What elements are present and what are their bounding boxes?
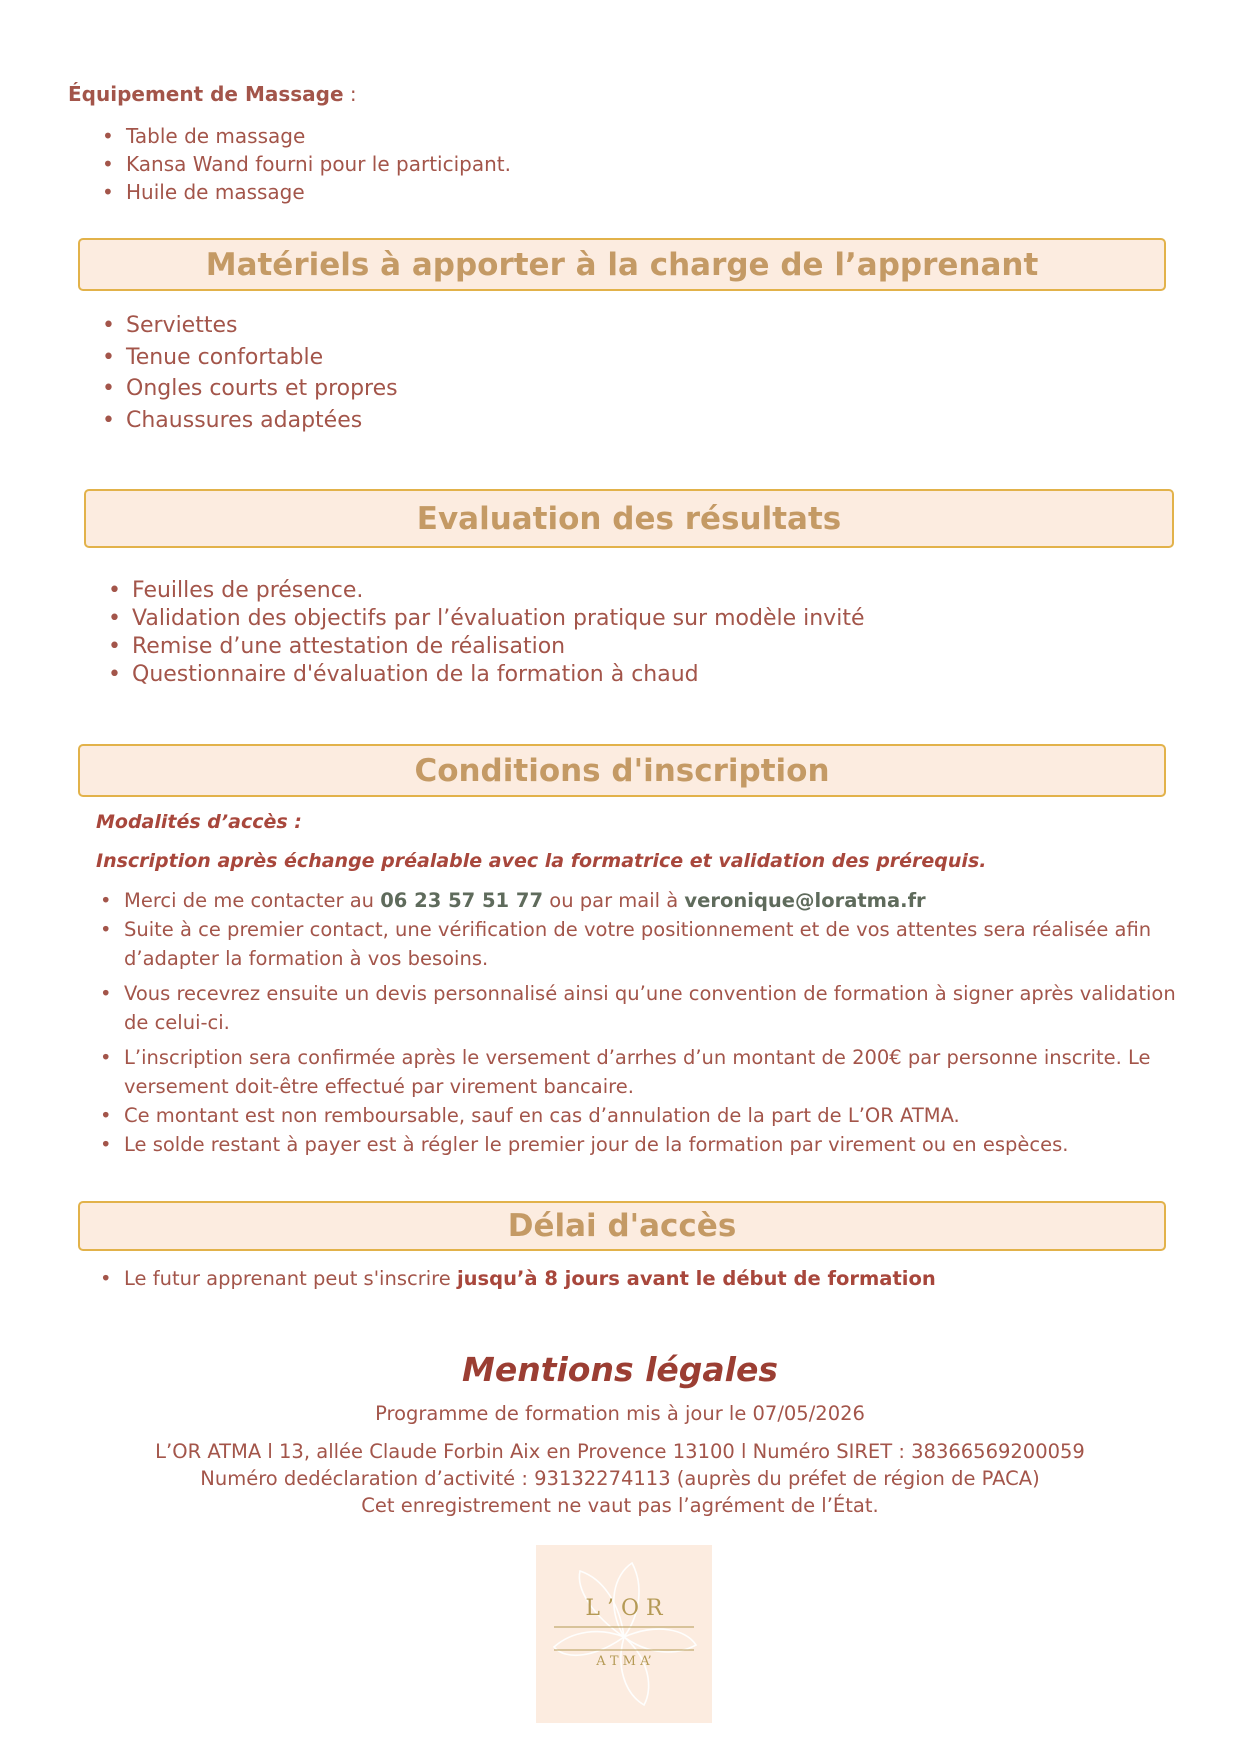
list-item: • Le solde restant à payer est à régler le premier jour de la formation par virement ou en espèces.	[96, 1130, 1186, 1159]
logo-text-top: L ’ O R	[585, 1596, 663, 1621]
list-item: • Huile de massage	[98, 178, 511, 206]
delai-heading: Délai d'accès	[78, 1201, 1166, 1251]
evaluation-heading: Evaluation des résultats	[84, 489, 1174, 548]
legal-line-1: L’OR ATMA l 13, allée Claude Forbin Aix en Provence 13100 l Numéro SIRET : 38366569200059	[155, 1440, 1085, 1463]
legal-line-2: Numéro dedéclaration d’activité : 93132274113 (auprès du préfet de région de PACA)	[200, 1467, 1040, 1490]
logo-text-bottom: A T M A’	[596, 1654, 652, 1669]
list-item: • Tenue confortable	[98, 342, 398, 374]
conditions-list	[96, 886, 1186, 1165]
list-item: • Serviettes	[98, 310, 398, 342]
modalites-text: Inscription après échange préalable avec la formatrice et validation des prérequis.	[96, 850, 987, 872]
list-item: • Feuilles de présence.	[104, 577, 864, 605]
list-item: • Table de massage	[98, 122, 511, 150]
list-item: • Remise d’une attestation de réalisation	[104, 633, 864, 661]
mentions-title: Mentions légales	[461, 1350, 778, 1389]
modalites-label: Modalités d’accès :	[96, 811, 302, 833]
list-item: • Kansa Wand fourni pour le participant.	[98, 150, 511, 178]
materials-list	[98, 310, 398, 436]
legal-line-3: Cet enregistrement ne vaut pas l’agrément de l’État.	[361, 1494, 879, 1517]
list-item: • Ongles courts et propres	[98, 373, 398, 405]
list-item: • L’inscription sera confirmée après le versement d’arrhes d’un montant de 200€ par personne inscrite. Le versement doit-être effectué par virement bancaire.	[96, 1043, 1186, 1101]
delai-list	[96, 1265, 936, 1293]
email-link[interactable]: veronique@loratma.fr	[684, 889, 926, 912]
list-item: • Validation des objectifs par l’évaluation pratique sur modèle invité	[104, 605, 864, 633]
list-item: • Le futur apprenant peut s'inscrire jusqu’à 8 jours avant le début de formation	[96, 1265, 936, 1293]
equipment-list	[98, 122, 511, 206]
evaluation-list	[104, 577, 864, 689]
phone-number[interactable]: 06 23 57 51 77	[380, 889, 544, 912]
conditions-heading: Conditions d'inscription	[78, 744, 1166, 797]
materials-heading: Matériels à apporter à la charge de l’apprenant	[78, 238, 1166, 291]
list-item: • Ce montant est non remboursable, sauf en cas d’annulation de la part de L’OR ATMA.	[96, 1101, 1186, 1130]
equipment-title: Équipement de Massage :	[68, 82, 357, 106]
contact-item: • Merci de me contacter au 06 23 57 51 77 ou par mail à veronique@loratma.fr	[96, 886, 1186, 915]
flower-logo-icon	[536, 1545, 712, 1723]
list-item: • Suite à ce premier contact, une vérification de votre positionnement et de vos attentes sera réalisée afin d’adapter la formation à vos besoins.	[96, 915, 1186, 973]
list-item: • Questionnaire d'évaluation de la formation à chaud	[104, 661, 864, 689]
list-item: • Chaussures adaptées	[98, 405, 398, 437]
list-item: • Vous recevrez ensuite un devis personnalisé ainsi qu’une convention de formation à signer après validation de celui-ci.	[96, 979, 1186, 1037]
update-date: Programme de formation mis à jour le 07/05/2026	[375, 1402, 865, 1425]
loratma-logo	[536, 1545, 712, 1723]
